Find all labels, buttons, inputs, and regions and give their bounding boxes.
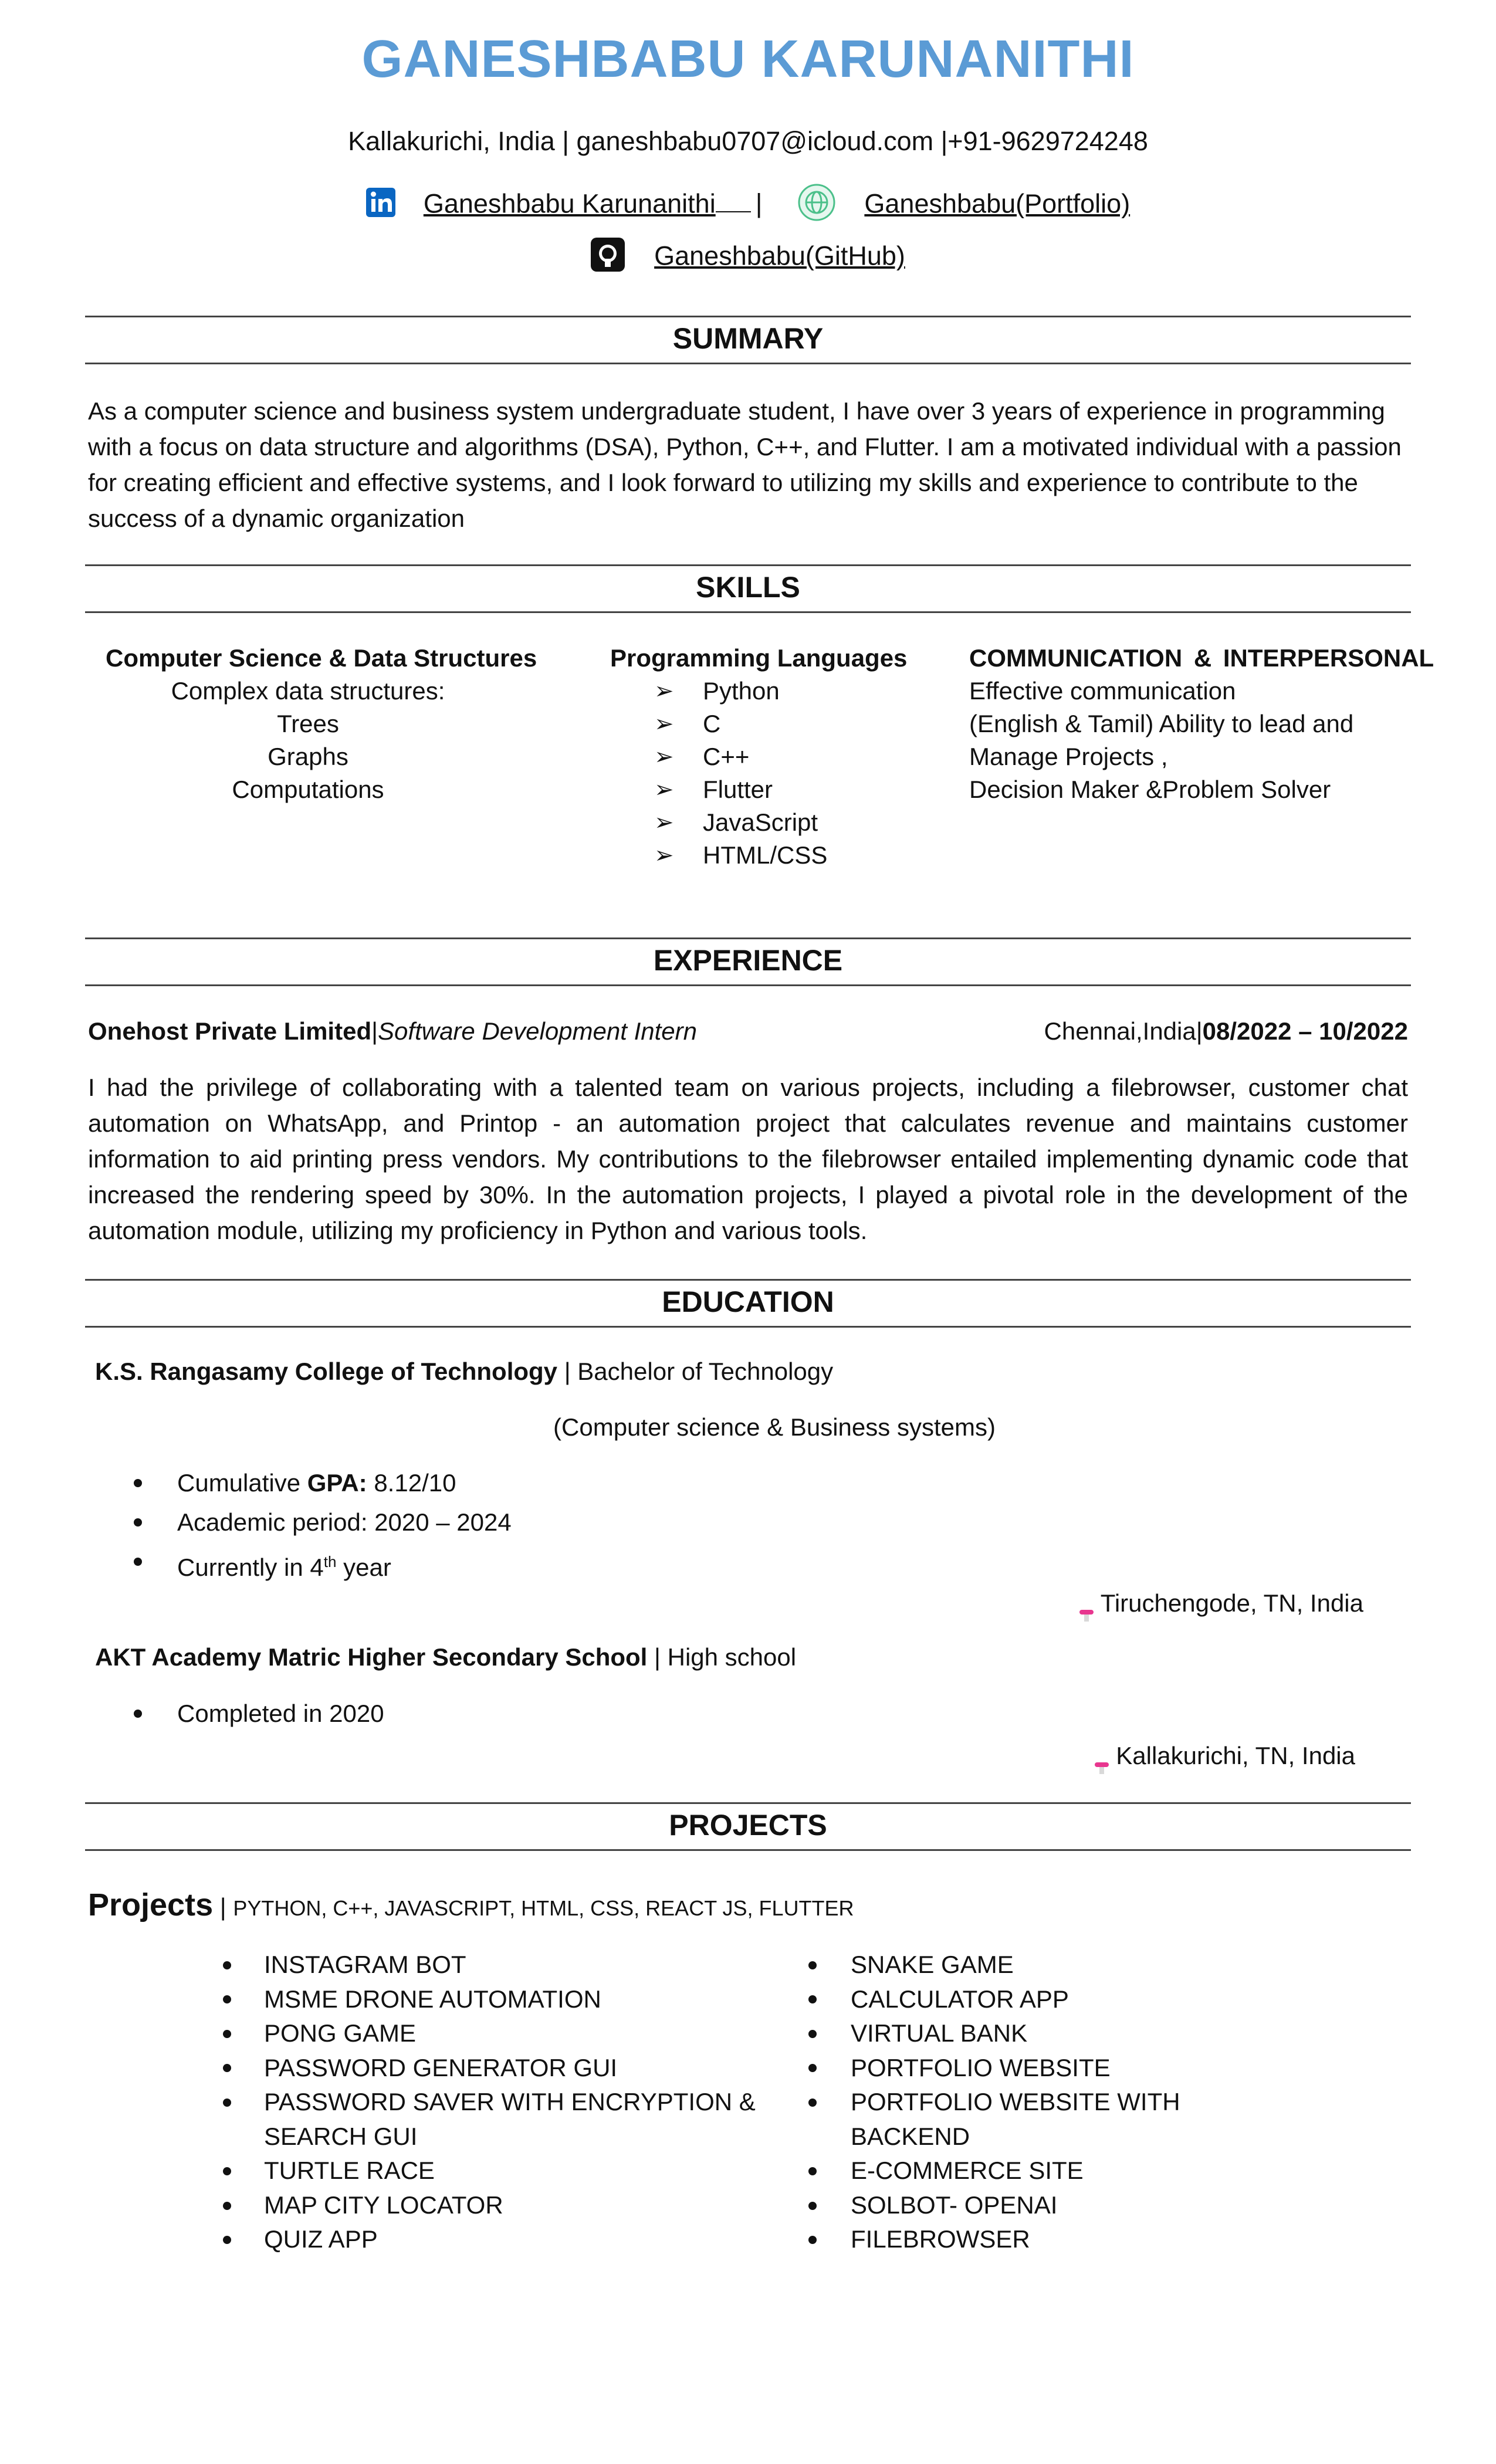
bullet-dot <box>808 2064 817 2072</box>
section-divider <box>85 564 1411 566</box>
projects-left-list <box>264 1948 756 2257</box>
bullet-dot <box>223 2236 231 2244</box>
project-item: PASSWORD SAVER WITH ENCRYPTION & <box>264 2088 756 2116</box>
candidate-name: GANESHBABU KARUNANITHI <box>361 30 1135 89</box>
github-link[interactable]: Ganeshbabu(GitHub) <box>654 241 905 271</box>
section-divider <box>85 937 1411 939</box>
linkedin-link[interactable]: Ganeshbabu Karunanithi <box>423 188 716 219</box>
project-item: MAP CITY LOCATOR <box>264 2191 503 2219</box>
project-item: PASSWORD GENERATOR GUI <box>264 2053 618 2081</box>
skills-title: SKILLS <box>696 571 800 604</box>
project-item: SEARCH GUI <box>264 2122 418 2150</box>
college-name: K.S. Rangasamy College of Technology <box>95 1358 558 1385</box>
contact-line: Kallakurichi, India | ganeshbabu0707@icloud.com |+91-9629724248 <box>348 126 1148 156</box>
projects-right-list <box>851 1948 1180 2257</box>
bullet-dot <box>223 2202 231 2210</box>
bullet-dot <box>808 2030 817 2038</box>
project-item: FILEBROWSER <box>851 2225 1030 2253</box>
communication-item: Decision Maker &Problem Solver <box>969 776 1331 803</box>
project-item: PONG GAME <box>264 2019 417 2047</box>
skills-cs-item: Complex data structures: <box>171 677 445 705</box>
skills-cs-heading: Computer Science & Data Structures <box>106 644 537 672</box>
projects-tech: PYTHON, C++, JAVASCRIPT, HTML, CSS, REACT JS, FLUTTER <box>233 1896 854 1920</box>
project-item: E-COMMERCE SITE <box>851 2157 1084 2184</box>
summary-title: SUMMARY <box>672 322 824 355</box>
experience-role: Software Development Intern <box>378 1017 697 1045</box>
college-year <box>177 1545 391 1584</box>
experience-description: I had the privilege of collaborating with a talented team on various projects, including a filebrowser, customer chat automation on WhatsApp, and Printop - an automation project that calculates revenue and maintains customer information to aid printing press vendors. My contributions to the filebrowser entailed implementing dynamic code that increased the rendering speed by 30%. In the automation projects, I played a pivotal role in the development of the automation module, utilizing my proficiency in Python and various tools. <box>88 1074 1408 1244</box>
link-underline-gap <box>716 188 751 212</box>
section-divider <box>85 984 1411 986</box>
bullet-dot <box>134 1518 142 1527</box>
bullet-dot <box>134 1558 142 1566</box>
bullet-dot <box>134 1710 142 1718</box>
college-degree: Bachelor of Technology <box>577 1358 834 1385</box>
github-icon[interactable] <box>591 238 625 278</box>
section-divider <box>85 316 1411 317</box>
arrow-bullet-icon: ➢ <box>654 777 674 803</box>
project-item: CALCULATOR APP <box>851 1985 1069 2013</box>
experience-location: Chennai,India <box>1044 1017 1196 1045</box>
project-item: PORTFOLIO WEBSITE <box>851 2053 1111 2081</box>
section-divider <box>85 1279 1411 1281</box>
section-divider <box>85 1802 1411 1804</box>
project-item: INSTAGRAM BOT <box>264 1951 466 1978</box>
bullet-dot <box>808 2167 817 2175</box>
project-item: SOLBOT- OPENAI <box>851 2191 1058 2219</box>
communication-item: Manage Projects , <box>969 743 1168 770</box>
school-row: AKT Academy Matric Higher Secondary School | High school <box>95 1643 797 1671</box>
college-period: Academic period: 2020 – 2024 <box>177 1508 512 1536</box>
school-location: Kallakurichi, TN, India <box>1116 1742 1355 1769</box>
language-label: Python <box>703 677 780 705</box>
school-name: AKT Academy Matric Higher Secondary School <box>95 1643 648 1671</box>
gpa-label: GPA: <box>307 1469 367 1497</box>
bullet-dot <box>223 2099 231 2107</box>
project-item: MSME DRONE AUTOMATION <box>264 1985 601 2013</box>
experience-meta-row: Chennai,India|08/2022 – 10/2022 <box>1044 1017 1408 1045</box>
communication-item: Effective communication <box>969 677 1236 705</box>
bullet-dot <box>808 1961 817 1969</box>
bullet-dot <box>134 1479 142 1487</box>
project-item: SNAKE GAME <box>851 1951 1014 1978</box>
bullet-dot <box>223 2030 231 2038</box>
experience-company-row: Onehost Private Limited|Software Development Intern <box>88 1017 697 1045</box>
skills-cs-item: Trees <box>277 710 339 737</box>
school-location-row <box>1094 1739 1355 1772</box>
project-item: QUIZ APP <box>264 2225 378 2253</box>
skills-cs-item: Graphs <box>268 743 348 770</box>
skills-cs-list <box>100 675 516 806</box>
globe-icon[interactable] <box>797 183 836 228</box>
link-separator: | <box>755 188 763 219</box>
education-title: EDUCATION <box>662 1285 834 1318</box>
language-label: HTML/CSS <box>703 841 828 869</box>
school-completed: Completed in 2020 <box>177 1700 384 1727</box>
college-gpa <box>177 1467 456 1500</box>
year-prefix: Currently in 4 <box>177 1553 324 1581</box>
skills-communication-heading: COMMUNICATION & INTERPERSONAL <box>969 644 1434 672</box>
language-item <box>654 740 827 773</box>
language-item <box>654 773 827 806</box>
college-location-row <box>1078 1587 1363 1620</box>
year-sup: th <box>323 1553 337 1571</box>
language-label: Flutter <box>703 776 773 803</box>
arrow-bullet-icon: ➢ <box>654 842 674 868</box>
experience-dates: 08/2022 – 10/2022 <box>1202 1017 1408 1045</box>
bullet-dot <box>223 2064 231 2072</box>
location-pin-icon <box>1094 1751 1110 1765</box>
experience-title: EXPERIENCE <box>653 944 843 977</box>
skills-languages-list <box>654 675 827 872</box>
experience-company: Onehost Private Limited <box>88 1017 372 1045</box>
projects-heading: Projects <box>88 1887 214 1923</box>
gpa-prefix: Cumulative <box>177 1469 307 1497</box>
language-item <box>654 675 827 708</box>
projects-title: PROJECTS <box>669 1809 827 1842</box>
language-label: C++ <box>703 743 750 770</box>
bullet-dot <box>808 1995 817 2003</box>
bullet-dot <box>808 2099 817 2107</box>
college-branch: (Computer science & Business systems) <box>553 1413 996 1441</box>
bullet-dot <box>223 2167 231 2175</box>
portfolio-link[interactable]: Ganeshbabu(Portfolio) <box>864 188 1131 219</box>
projects-heading-row: Projects | PYTHON, C++, JAVASCRIPT, HTML, CSS, REACT JS, FLUTTER <box>88 1887 854 1923</box>
section-divider <box>85 1849 1411 1851</box>
year-suffix: year <box>336 1553 391 1581</box>
arrow-bullet-icon: ➢ <box>654 810 674 835</box>
gpa-value: 8.12/10 <box>367 1469 456 1497</box>
project-item: VIRTUAL BANK <box>851 2019 1028 2047</box>
skills-languages-heading: Programming Languages <box>610 644 908 672</box>
school-level: High school <box>667 1643 797 1671</box>
language-item <box>654 839 827 872</box>
skills-cs-item: Computations <box>232 776 384 803</box>
communication-item: (English & Tamil) Ability to lead and <box>969 710 1354 737</box>
bullet-dot <box>808 2202 817 2210</box>
section-divider <box>85 363 1411 364</box>
bullet-dot <box>223 1961 231 1969</box>
college-row: K.S. Rangasamy College of Technology | Bachelor of Technology <box>95 1358 834 1385</box>
language-label: JavaScript <box>703 808 818 836</box>
skills-communication-list <box>969 675 1353 806</box>
project-item: BACKEND <box>851 2122 970 2150</box>
section-divider <box>85 611 1411 613</box>
arrow-bullet-icon: ➢ <box>654 678 674 704</box>
github-row <box>0 238 1496 278</box>
language-label: C <box>703 710 721 737</box>
linkedin-icon[interactable] <box>366 188 395 224</box>
project-item: PORTFOLIO WEBSITE WITH <box>851 2088 1180 2116</box>
project-item: TURTLE RACE <box>264 2157 435 2184</box>
social-links-row <box>0 183 1496 228</box>
bullet-dot <box>223 1995 231 2003</box>
bullet-dot <box>808 2236 817 2244</box>
language-item <box>654 806 827 839</box>
summary-text: As a computer science and business system undergraduate student, I have over 3 years of experience in programming with a focus on data structure and algorithms (DSA), Python, C++, and Flutter. I am a motivated individual with a passion for creating efficient and effective systems, and I look forward to utilizing my skills and experience to contribute to the success of a dynamic organization <box>88 397 1402 532</box>
arrow-bullet-icon: ➢ <box>654 744 674 770</box>
arrow-bullet-icon: ➢ <box>654 711 674 737</box>
language-item <box>654 708 827 740</box>
location-pin-icon <box>1078 1598 1095 1612</box>
section-divider <box>85 1326 1411 1328</box>
college-location: Tiruchengode, TN, India <box>1100 1589 1363 1617</box>
